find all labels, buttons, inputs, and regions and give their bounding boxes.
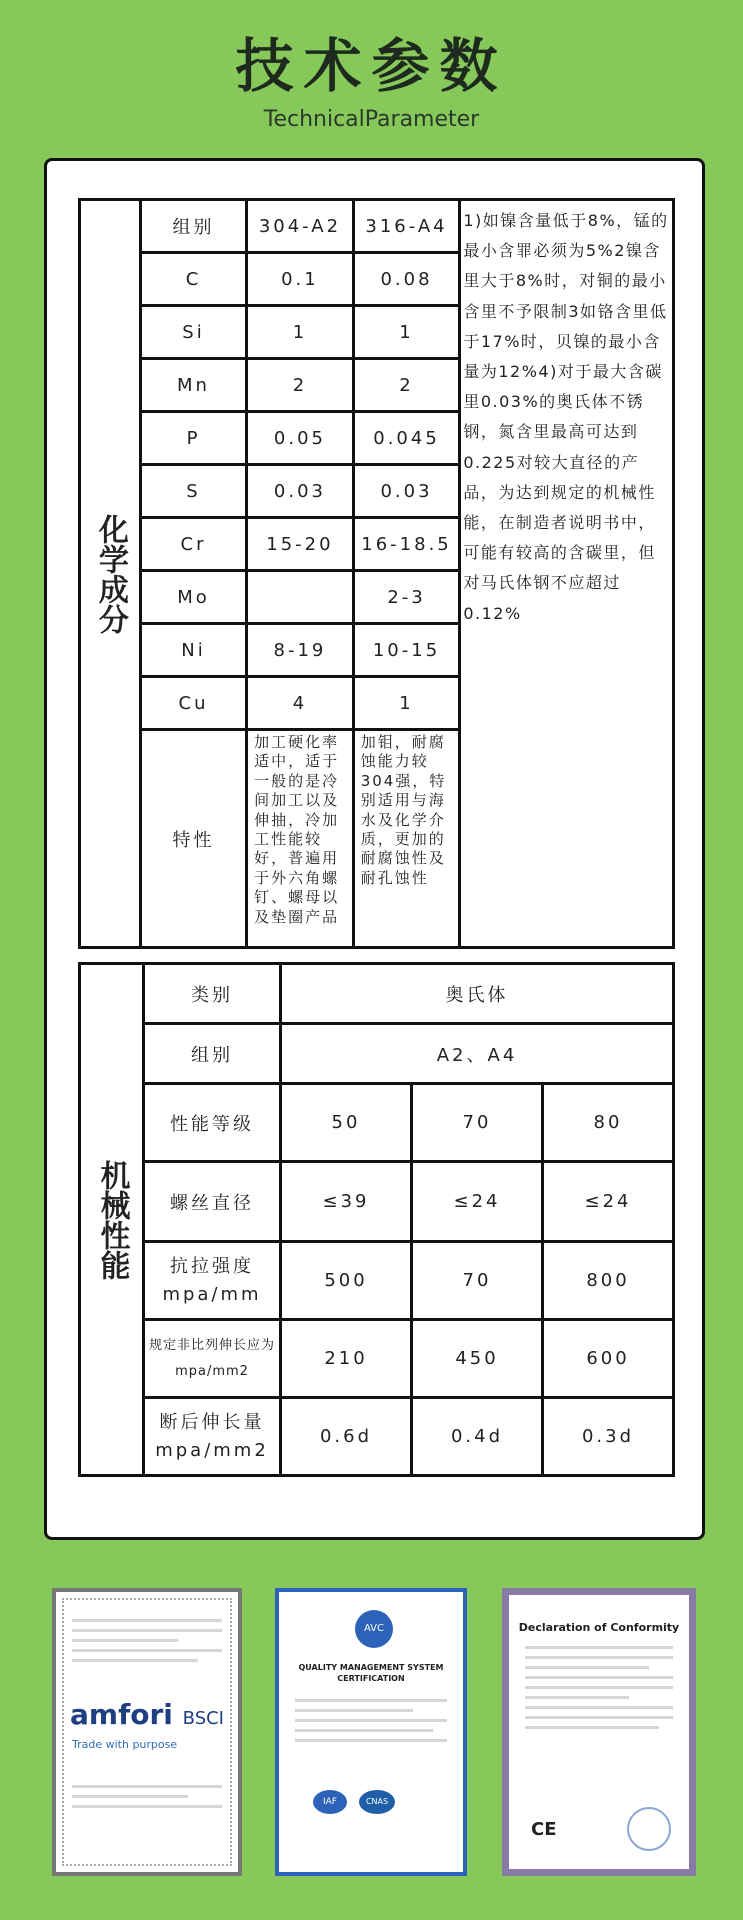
page-subtitle: TechnicalParameter (263, 107, 480, 132)
qms-title: QUALITY MANAGEMENT SYSTEM CERTIFICATION (298, 1663, 444, 1683)
row-value: 50 (281, 1084, 412, 1162)
element-value-a2: 0.05 (247, 412, 354, 465)
row-value: 800 (543, 1242, 674, 1320)
element-value-a4: 2 (353, 359, 460, 412)
table-row (80, 1320, 674, 1398)
row-value: 450 (412, 1320, 543, 1398)
table-row (80, 1162, 674, 1242)
group-label: 组别 (144, 1024, 281, 1084)
cnas-logo: CNAS (359, 1790, 395, 1814)
element-value-a2: 0.03 (247, 465, 354, 518)
certificate-text-lines (56, 1778, 238, 1815)
row-value: 0.6d (281, 1398, 412, 1476)
element-label: C (140, 253, 246, 306)
row-label: 性能等级 (144, 1084, 281, 1162)
grade-a4: 316-A4 (353, 200, 460, 253)
row-value: 0.4d (412, 1398, 543, 1476)
table-row (80, 1024, 674, 1084)
element-value-a4: 1 (353, 677, 460, 730)
table-row (80, 964, 674, 1024)
element-value-a2 (247, 571, 354, 624)
row-value: 210 (281, 1320, 412, 1398)
element-label: Cu (140, 677, 246, 730)
certificate-text-lines (509, 1639, 689, 1736)
declaration-of-conformity-certificate (502, 1588, 696, 1876)
element-label: P (140, 412, 246, 465)
row-label: 断后伸长量mpa/mm2 (144, 1398, 281, 1476)
bsci-tagline: Trade with purpose (72, 1738, 178, 1751)
row-label: 螺丝直径 (144, 1162, 281, 1242)
table-row (80, 1398, 674, 1476)
mechanical-properties-table (78, 962, 675, 1477)
certificates-row (0, 1588, 743, 1876)
row-label: 抗拉强度mpa/mm (144, 1242, 281, 1320)
row-value: 70 (412, 1242, 543, 1320)
chemical-section-label: 化学成分 (80, 200, 141, 948)
row-value: 0.3d (543, 1398, 674, 1476)
element-value-a2: 15-20 (247, 518, 354, 571)
category-label: 类别 (144, 964, 281, 1024)
grade-a2: 304-A2 (247, 200, 354, 253)
iaf-logo: IAF (313, 1790, 347, 1814)
element-value-a2: 4 (247, 677, 354, 730)
table-row (80, 1084, 674, 1162)
element-value-a2: 8-19 (247, 624, 354, 677)
row-value: ≤39 (281, 1162, 412, 1242)
parameter-card (44, 158, 705, 1540)
table-row (80, 200, 674, 253)
row-value: ≤24 (412, 1162, 543, 1242)
ce-mark: CE (531, 1819, 557, 1840)
element-label: S (140, 465, 246, 518)
element-value-a4: 0.08 (353, 253, 460, 306)
certificate-text-lines (56, 1612, 238, 1669)
stamp-icon (627, 1807, 671, 1851)
table-row (80, 1242, 674, 1320)
category-value: 奥氏体 (281, 964, 674, 1024)
element-label: Cr (140, 518, 246, 571)
element-value-a4: 0.045 (353, 412, 460, 465)
element-label: Mo (140, 571, 246, 624)
grade-header-label: 组别 (140, 200, 246, 253)
element-value-a2: 2 (247, 359, 354, 412)
element-value-a4: 1 (353, 306, 460, 359)
element-label: Ni (140, 624, 246, 677)
property-label: 特性 (140, 730, 246, 948)
element-label: Mn (140, 359, 246, 412)
chemical-composition-table (78, 198, 675, 949)
element-value-a4: 2-3 (353, 571, 460, 624)
avc-logo: AVC (355, 1610, 393, 1648)
group-value: A2、A4 (281, 1024, 674, 1084)
element-value-a4: 16-18.5 (353, 518, 460, 571)
certificate-text-lines (279, 1692, 463, 1749)
row-value: 70 (412, 1084, 543, 1162)
page-title: 技术参数 (235, 32, 508, 100)
row-value: 500 (281, 1242, 412, 1320)
element-value-a2: 0.1 (247, 253, 354, 306)
bsci-certificate (52, 1588, 242, 1876)
element-label: Si (140, 306, 246, 359)
mechanical-section-label: 机械性能 (80, 964, 144, 1476)
quality-management-certificate (275, 1588, 467, 1876)
amfori-logo: amfori BSCI (70, 1698, 224, 1731)
property-a4: 加钼，耐腐蚀能力较304强，特别适用与海水及化学介质，更加的耐腐蚀性及耐孔蚀性 (353, 730, 460, 948)
element-value-a4: 0.03 (353, 465, 460, 518)
element-value-a2: 1 (247, 306, 354, 359)
property-a2: 加工硬化率适中，适于一般的是冷间加工以及伸抽，冷加工性能较好，普遍用于外六角螺钉、螺母以及垫圈产品 (247, 730, 354, 948)
row-value: 600 (543, 1320, 674, 1398)
element-value-a4: 10-15 (353, 624, 460, 677)
row-value: ≤24 (543, 1162, 674, 1242)
row-value: 80 (543, 1084, 674, 1162)
row-label: 规定非比列伸长应为mpa/mm2 (144, 1320, 281, 1398)
chemical-notes: 1)如镍含量低于8%，锰的最小含罪必须为5%2镍含里大于8%时，对铜的最小含里不予限制3如铬含里低于17%时，贝镍的最小含量为12%4)对于最大含碳里0.03%的奥氏体不锈钢，氮含里最高可达到0.225对较大直径的产品，为达到规定的机械性能，在制造者说明书中，可能有较高的含碳里，但对马氏体钢不应超过0.12% (460, 200, 674, 948)
doc-title: Declaration of Conformity (518, 1621, 680, 1634)
